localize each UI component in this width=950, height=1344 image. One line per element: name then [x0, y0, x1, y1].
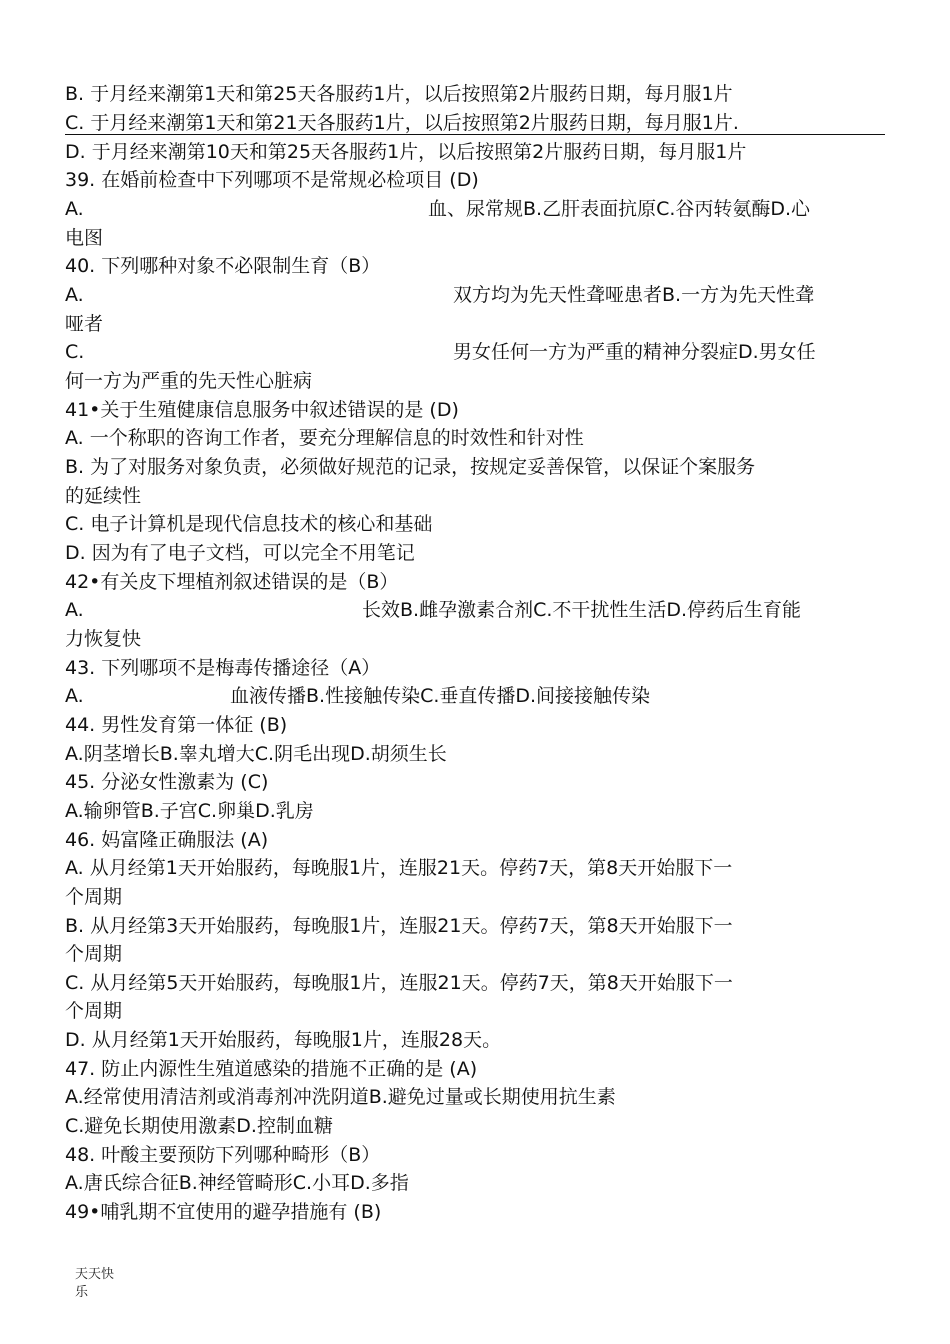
option-label: C.: [65, 341, 85, 363]
text-line: 46. 妈富隆正确服法 (A): [65, 829, 269, 851]
text-line: A. 一个称职的咨询工作者，要充分理解信息的时效性和针对性: [65, 427, 584, 449]
option-text: 男女任何一方为严重的精神分裂症D.男女任: [453, 341, 816, 363]
text-line: 48. 叶酸主要预防下列哪种畸形（B）: [65, 1144, 381, 1166]
option-label: A.: [65, 284, 84, 306]
text-line: 39. 在婚前检查中下列哪项不是常规必检项目 (D): [65, 169, 479, 191]
text-line: 何一方为严重的先天性心脏病: [65, 370, 313, 392]
text-line: 的延续性: [65, 485, 142, 507]
text-line: D. 从月经第1天开始服药，每晚服1片，连服28天。: [65, 1029, 502, 1051]
option-text: 血液传播B.性接触传染C.垂直传播D.间接接触传染: [230, 685, 651, 707]
text-line: 47. 防止内源性生殖道感染的措施不正确的是 (A): [65, 1058, 478, 1080]
text-line: A.阴茎增长B.睾丸增大C.阴毛出现D.胡须生长: [65, 743, 447, 765]
text-line: 49•哺乳期不宜使用的避孕措施有 (B): [65, 1201, 382, 1223]
option-text: 长效B.雌孕激素合剂C.不干扰性生活D.停药后生育能: [362, 599, 802, 621]
option-text: 血、尿常规B.乙肝表面抗原C.谷丙转氨酶D.心: [428, 198, 811, 220]
text-line: A.输卵管B.子宫C.卵巢D.乳房: [65, 800, 314, 822]
text-line: [65, 195, 885, 223]
text-line: A.唐氏综合征B.神经管畸形C.小耳D.多指: [65, 1172, 409, 1194]
text-line: B. 于月经来潮第1天和第25天各服药1片，以后按照第2片服药日期，每月服1片: [65, 83, 733, 105]
text-line: 43. 下列哪项不是梅毒传播途径（A）: [65, 657, 381, 679]
text-line: B. 从月经第3天开始服药，每晚服1片，连服21天。停药7天，第8天开始服下一: [65, 915, 733, 937]
text-underline: [65, 134, 885, 135]
text-line: [65, 281, 885, 309]
text-line: 45. 分泌女性激素为 (C): [65, 771, 269, 793]
option-label: A.: [65, 685, 84, 707]
footer-line-2: 乐: [75, 1285, 89, 1300]
text-line: 哑者: [65, 313, 104, 335]
text-line: B. 为了对服务对象负责，必须做好规范的记录，按规定妥善保管，以保证个案服务: [65, 456, 756, 478]
text-line: [65, 596, 885, 624]
text-line: 42•有关皮下埋植剂叙述错误的是（B）: [65, 571, 399, 593]
text-line: A. 从月经第1天开始服药，每晚服1片，连服21天。停药7天，第8天开始服下一: [65, 857, 733, 879]
page-footer: [75, 1266, 135, 1302]
footer-line-1: 天天快: [75, 1267, 115, 1282]
text-line: 40. 下列哪种对象不必限制生育（B）: [65, 255, 381, 277]
text-line: C. 电子计算机是现代信息技术的核心和基础: [65, 513, 433, 535]
option-text: 双方均为先天性聋哑患者B.一方为先天性聋: [453, 284, 815, 306]
text-line: 力恢复快: [65, 628, 142, 650]
text-line: 电图: [65, 227, 104, 249]
text-line: C.避免长期使用激素D.控制血糖: [65, 1115, 333, 1137]
text-line: 44. 男性发育第一体征 (B): [65, 714, 288, 736]
text-line: 个周期: [65, 886, 123, 908]
text-line: 个周期: [65, 943, 123, 965]
text-line: [65, 682, 885, 710]
text-line: 41•关于生殖健康信息服务中叙述错误的是 (D): [65, 399, 459, 421]
text-line: D. 于月经来潮第10天和第25天各服药1片，以后按照第2片服药日期，每月服1片: [65, 141, 747, 163]
text-line: [65, 338, 885, 366]
text-line: D. 因为有了电子文档，可以完全不用笔记: [65, 542, 415, 564]
text-line: C. 从月经第5天开始服药，每晚服1片，连服21天。停药7天，第8天开始服下一: [65, 972, 733, 994]
text-line: C. 于月经来潮第1天和第21天各服药1片，以后按照第2片服药日期，每月服1片.: [65, 112, 739, 134]
option-label: A.: [65, 599, 84, 621]
text-line: A.经常使用清洁剂或消毒剂冲洗阴道B.避免过量或长期使用抗生素: [65, 1086, 616, 1108]
text-line: 个周期: [65, 1000, 123, 1022]
option-label: A.: [65, 198, 84, 220]
